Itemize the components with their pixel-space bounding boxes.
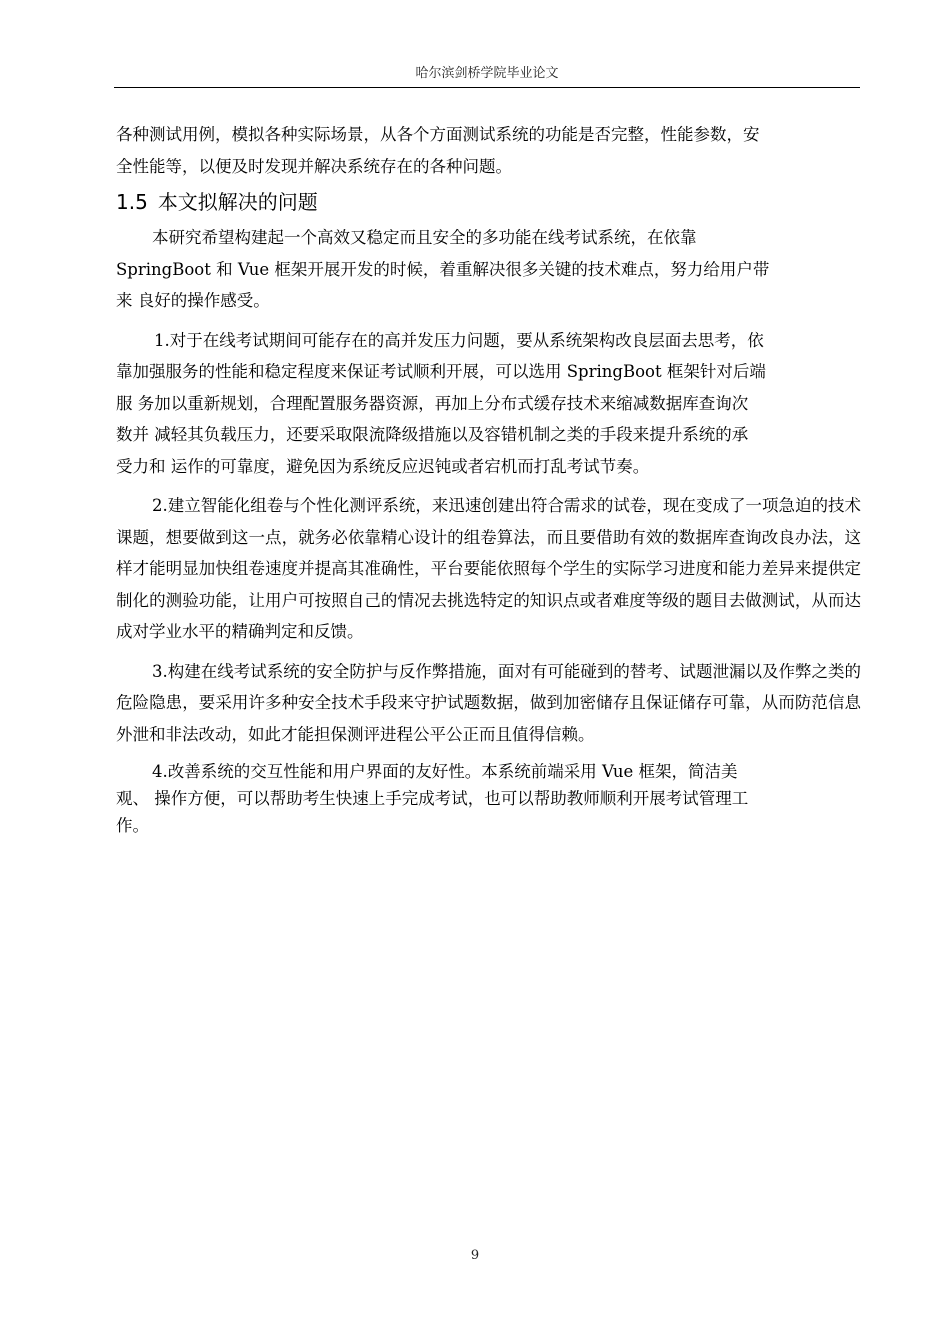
document-body <box>116 119 861 839</box>
overview-paragraph <box>116 222 861 317</box>
page-number: 9 <box>470 1248 480 1263</box>
item2-paragraph: 2.建立智能化组卷与个性化测评系统，来迅速创建出符合需求的试卷，现在变成了一项急迫的技术课题，想要做到这一点，就务必依靠精心设计的组卷算法，而且要借助有效的数据库查询改良办法，这样才能明显加快组卷速度并提高其准确性，平台要能依照每个学生的实际学习进度和能力差异来提供定制化的测验功能，让用户可按照自己的情况去挑选特定的知识点或者难度等级的题目去做测试，从而达成对学业水平的精确判定和反馈。 <box>116 496 861 641</box>
text-line: 服 务加以重新规划，合理配置服务器资源，再加上分布式缓存技术来缩减数据库查询次 <box>116 393 749 413</box>
header-title: 哈尔滨剑桥学院毕业论文 <box>415 66 559 81</box>
section-title: 本文拟解决的问题 <box>157 190 318 214</box>
text-line: 1.对于在线考试期间可能存在的高并发压力问题，要从系统架构改良层面去思考，依 <box>154 330 764 350</box>
intro-paragraph <box>116 119 861 182</box>
text-line: 靠加强服务的性能和稳定程度来保证考试顺利开展，可以选用 SpringBoot 框架针对后端 <box>116 362 766 381</box>
item3-paragraph: 3.构建在线考试系统的安全防护与反作弊措施，面对有可能碰到的替考、试题泄漏以及作弊之类的危险隐患，要采用许多种安全技术手段来守护试题数据，做到加密储存且保证储存可靠，从而防范信息外泄和非法改动，如此才能担保测评进程公平公正而且值得信赖。 <box>116 661 861 744</box>
text-line: 全性能等，以便及时发现并解决系统存在的各种问题。 <box>116 156 512 176</box>
text-line: 观、 操作方便，可以帮助考生快速上手完成考试，也可以帮助教师顺利开展考试管理工 <box>116 789 749 808</box>
text-line: 各种测试用例，模拟各种实际场景，从各个方面测试系统的功能是否完整，性能参数，安 <box>116 125 760 144</box>
page-header <box>114 0 860 88</box>
text-line: SpringBoot 和 Vue 框架开展开发的时候，着重解决很多关键的技术难点，努力给用户带 <box>116 259 770 279</box>
section-number: 1.5 <box>116 190 148 214</box>
text-line: 受力和 运作的可靠度，避免因为系统反应迟钝或者宕机而打乱考试节奏。 <box>116 456 650 476</box>
item4-paragraph <box>116 758 861 839</box>
item1-paragraph <box>116 325 861 483</box>
text-line: 作。 <box>116 816 149 835</box>
section-heading <box>116 186 861 218</box>
text-line: 本研究希望构建起一个高效又稳定而且安全的多功能在线考试系统，在依靠 <box>152 228 697 247</box>
text-line: 4.改善系统的交互性能和用户界面的友好性。本系统前端采用 Vue 框架，简洁美 <box>152 762 738 781</box>
text-line: 来 良好的操作感受。 <box>116 291 270 310</box>
text-line: 数并 减轻其负载压力，还要采取限流降级措施以及容错机制之类的手段来提升系统的承 <box>116 425 749 444</box>
